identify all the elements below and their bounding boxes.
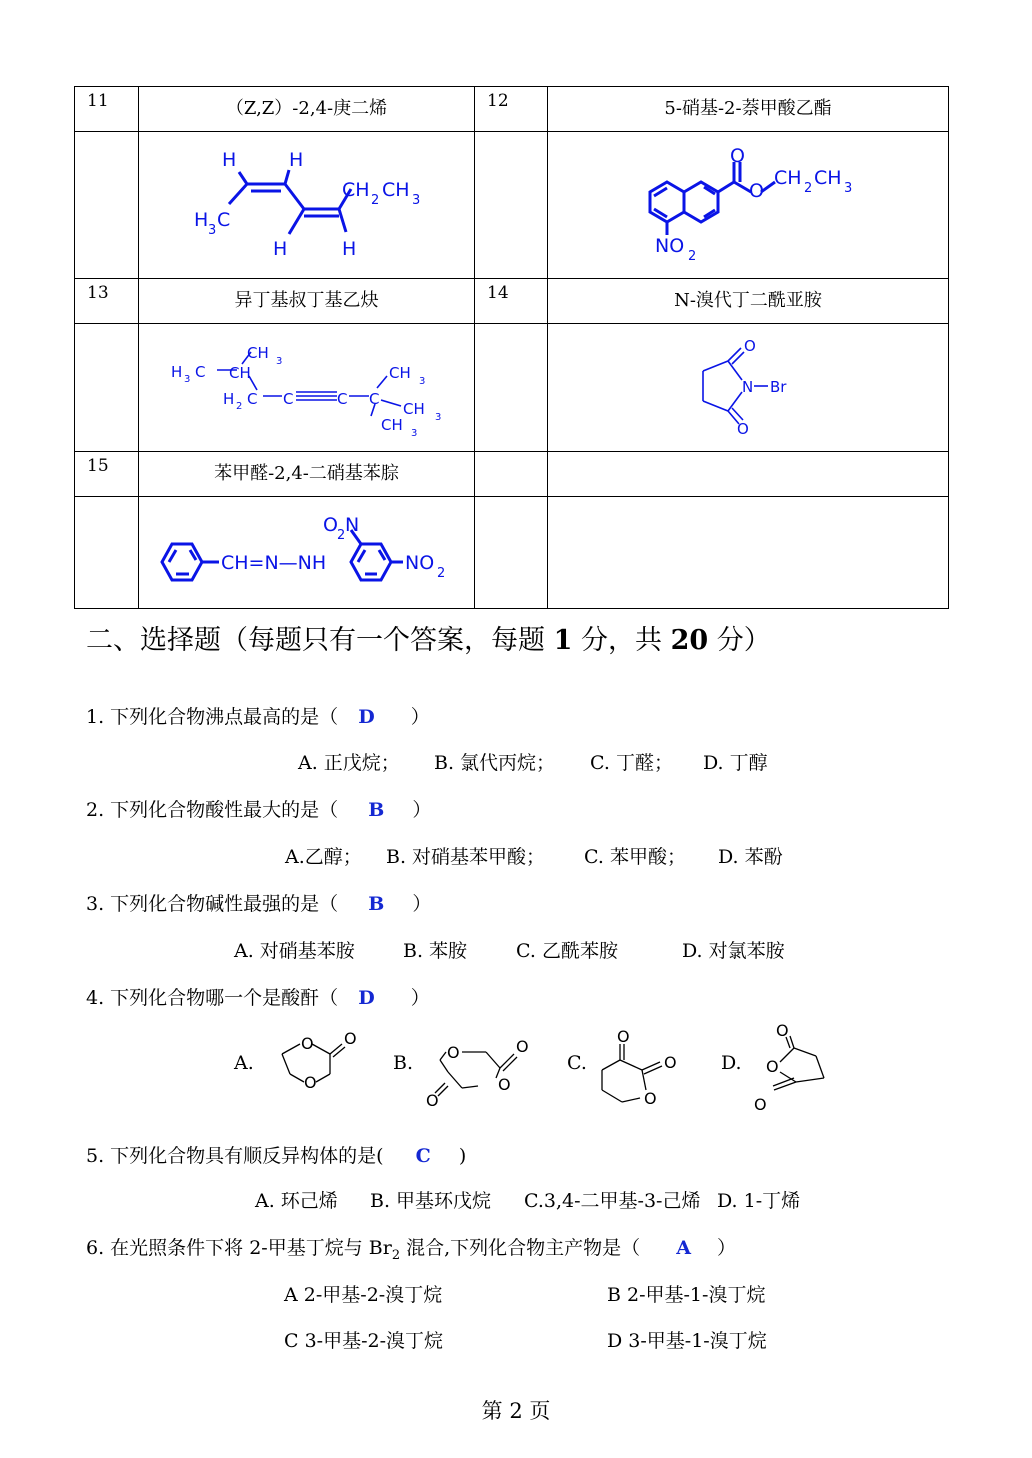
table-row (75, 324, 949, 452)
answer: A (676, 1237, 691, 1259)
svg-text:CH: CH (247, 344, 269, 362)
answer: D (358, 706, 375, 728)
svg-text:H: H (194, 209, 209, 231)
svg-text:3: 3 (184, 374, 191, 385)
table-row (75, 497, 949, 609)
option: D. (721, 1052, 742, 1074)
svg-text:3: 3 (208, 223, 217, 238)
compound-name (548, 452, 949, 497)
option: C.3,4-二甲基-3-己烯 (524, 1190, 701, 1212)
heptadiene-structure (139, 132, 475, 273)
answer: D (358, 987, 375, 1009)
svg-text:CH: CH (342, 179, 370, 201)
structure-cell (548, 132, 949, 279)
svg-text:C: C (247, 390, 258, 408)
option: D. 丁醇 (703, 752, 768, 774)
option: C. 乙酰苯胺 (516, 940, 618, 962)
question-2: 2. 下列化合物酸性最大的是（ B ） (86, 799, 432, 821)
option: A. 环己烯 (255, 1190, 338, 1212)
svg-text:O: O (516, 1037, 529, 1056)
svg-text:2: 2 (804, 181, 813, 196)
option: B. 甲基环戊烷 (370, 1190, 492, 1212)
option: B 2-甲基-1-溴丁烷 (607, 1284, 766, 1306)
section-title: 二、选择题（每题只有一个答案，每题 1 分，共 20 分） (86, 625, 771, 656)
compound-name: 苯甲醛-2,4-二硝基苯腙 (139, 452, 475, 497)
question-1: 1. 下列化合物沸点最高的是（ D ） (86, 706, 430, 728)
svg-text:O: O (301, 1034, 314, 1053)
svg-text:N: N (345, 514, 360, 536)
svg-text:2: 2 (437, 566, 446, 581)
option: B. 苯胺 (403, 940, 468, 962)
svg-text:H: H (223, 390, 235, 408)
compound-name: N-溴代丁二酰亚胺 (548, 279, 949, 324)
nbs-structure (548, 324, 949, 446)
option: C. 苯甲酸； (584, 846, 686, 868)
structure-cell (139, 497, 475, 609)
svg-text:CH: CH (229, 364, 251, 382)
svg-text:O: O (776, 1021, 789, 1040)
svg-text:CH: CH (814, 167, 842, 189)
answer: C (415, 1145, 431, 1167)
svg-text:O: O (426, 1091, 439, 1110)
option: B. 氯代丙烷； (434, 752, 556, 774)
svg-text:H: H (289, 149, 304, 171)
svg-text:3: 3 (412, 193, 421, 208)
option: A.乙醇； (285, 846, 362, 868)
question-6: 6. 在光照条件下将 2-甲基丁烷与 $Br_2$ 混合,下列化合物主产物是（ A ） (86, 1237, 737, 1263)
option: C 3-甲基-2-溴丁烷 (284, 1330, 444, 1352)
svg-text:CH: CH (381, 416, 403, 434)
naphthoate-structure (548, 132, 949, 273)
svg-text:C: C (337, 390, 348, 408)
svg-text:H: H (171, 363, 183, 381)
option: C. (567, 1052, 587, 1074)
svg-text:3: 3 (419, 376, 426, 387)
svg-text:2: 2 (236, 401, 243, 412)
row-number: 12 (475, 87, 548, 132)
svg-text:O: O (644, 1089, 657, 1108)
svg-text:CH: CH (403, 400, 425, 418)
svg-text:2: 2 (337, 528, 346, 543)
option: A. 正戊烷； (298, 752, 400, 774)
structure-cell (139, 132, 475, 279)
svg-text:NO: NO (405, 552, 435, 574)
compound-name: （Z,Z）-2,4-庚二烯 (139, 87, 475, 132)
svg-text:O: O (304, 1073, 317, 1092)
svg-text:3: 3 (411, 428, 418, 439)
option-a-structure (260, 1022, 370, 1104)
svg-text:O: O (766, 1057, 779, 1076)
svg-text:O: O (737, 420, 749, 438)
svg-text:CH: CH (389, 364, 411, 382)
option: D. 1-丁烯 (717, 1190, 801, 1212)
svg-text:CH: CH (382, 179, 410, 201)
svg-text:O: O (754, 1095, 767, 1114)
dnph-structure (139, 497, 475, 603)
svg-text:O: O (344, 1029, 357, 1048)
svg-text:O: O (447, 1043, 460, 1062)
svg-text:Br: Br (770, 378, 787, 396)
option: C. 丁醛； (590, 752, 673, 774)
table-row: 13 异丁基叔丁基乙炔 14 N-溴代丁二酰亚胺 (75, 279, 949, 324)
svg-text:H: H (342, 238, 357, 260)
option-b-structure (418, 1030, 538, 1112)
structure-cell (548, 324, 949, 452)
option-c-structure (592, 1030, 692, 1112)
svg-text:O: O (617, 1030, 630, 1046)
svg-text:C: C (369, 390, 380, 408)
svg-text:3: 3 (435, 412, 442, 423)
structure-cell (139, 324, 475, 452)
alkyne-structure (139, 324, 475, 446)
svg-text:O: O (664, 1053, 677, 1072)
answer: B (368, 893, 385, 915)
svg-text:O: O (744, 337, 756, 355)
option: D 3-甲基-1-溴丁烷 (607, 1330, 767, 1352)
option: A 2-甲基-2-溴丁烷 (284, 1284, 443, 1306)
svg-text:C: C (217, 209, 231, 231)
option-d-structure (746, 1020, 846, 1116)
question-4: 4. 下列化合物哪一个是酸酐（ D ） (86, 987, 430, 1009)
svg-text:H: H (273, 238, 288, 260)
compound-name: 异丁基叔丁基乙炔 (139, 279, 475, 324)
svg-text:C: C (195, 363, 206, 381)
svg-text:O: O (749, 180, 764, 202)
compound-name: 5-硝基-2-萘甲酸乙酯 (548, 87, 949, 132)
svg-text:H: H (222, 149, 237, 171)
svg-text:N: N (742, 378, 754, 396)
svg-text:CH: CH (774, 167, 802, 189)
table-row (75, 132, 949, 279)
compound-table (74, 86, 949, 609)
page-number: 第 2 页 (481, 1399, 551, 1423)
option: B. (393, 1052, 414, 1074)
table-row (75, 87, 949, 132)
answer: B (368, 799, 385, 821)
svg-text:2: 2 (371, 193, 380, 208)
svg-text:NO: NO (655, 235, 685, 257)
option: A. 对硝基苯胺 (234, 940, 355, 962)
question-3: 3. 下列化合物碱性最强的是（ B ） (86, 893, 432, 915)
svg-text:3: 3 (276, 356, 283, 367)
option: A. (234, 1052, 254, 1074)
svg-text:O: O (498, 1075, 511, 1094)
question-5: 5. 下列化合物具有顺反异构体的是( C ) (86, 1145, 467, 1167)
option: B. 对硝基苯甲酸； (386, 846, 546, 868)
svg-text:3: 3 (844, 181, 853, 196)
option: D. 对氯苯胺 (682, 940, 785, 962)
svg-text:O: O (323, 514, 338, 536)
svg-text:CH=N—NH: CH=N—NH (221, 552, 327, 574)
row-number: 11 (75, 87, 139, 132)
svg-text:C: C (283, 390, 294, 408)
table-row: 15 苯甲醛-2,4-二硝基苯腙 (75, 452, 949, 497)
option: D. 苯酚 (718, 846, 783, 868)
svg-text:O: O (730, 145, 745, 167)
svg-text:2: 2 (688, 249, 697, 264)
